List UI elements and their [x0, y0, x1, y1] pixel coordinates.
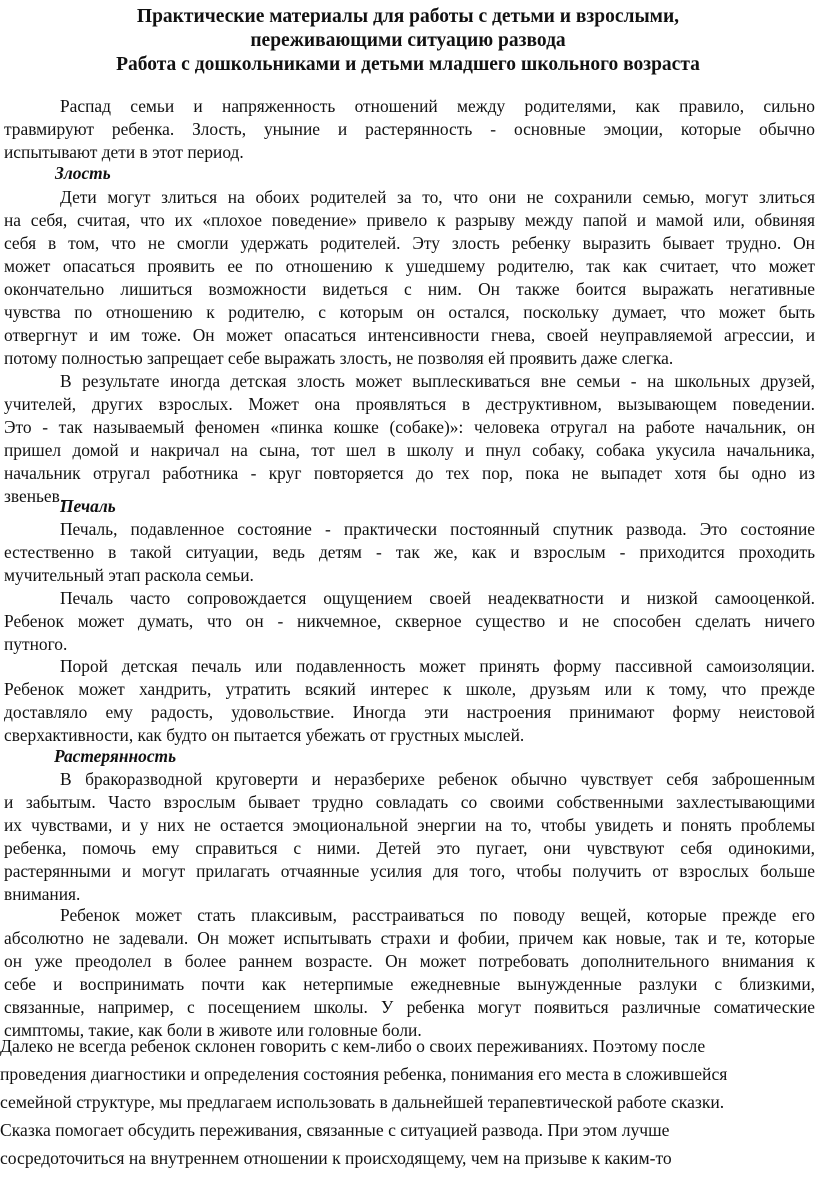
text-line: и забытым. Часто взрослым бывает трудно совладать со своими собственными захлестывающими: [4, 792, 815, 812]
text-line: Печаль, подавленное состояние - практически постоянный спутник развода. Это состояние: [60, 519, 815, 539]
text-line: Ребенок может хандрить, утратить всякий интерес к школе, друзьям или к тому, что прежде: [4, 679, 815, 699]
text-line: Это - так называемый феномен «пинка кошке (собаке)»: человека отругал на работе начальник, он: [4, 417, 815, 437]
text-line: естественно в такой ситуации, ведь детям - так же, как и взрослым - приходится проходить: [4, 542, 815, 562]
text-line: потому полностью запрещает себе выражать злость, не позволяя ей проявить даже слегка.: [4, 348, 674, 368]
text-line: Порой детская печаль или подавленность может принять форму пассивной самоизоляции.: [60, 656, 815, 676]
text-line: симптомы, такие, как боли в животе или головные боли.: [4, 1020, 422, 1040]
text-line: он уже преодолел в более раннем возрасте. Он может потребовать дополнительного внимания к: [4, 951, 815, 971]
text-line: сверхактивности, как будто он пытается убежать от грустных мыслей.: [4, 725, 525, 745]
text-line: внимания.: [4, 884, 81, 904]
text-line: В бракоразводной круговерти и неразберихе ребенок обычно чувствует себя заброшенным: [60, 769, 815, 789]
text-line: пришел домой и накричал на сына, тот шел в школу и пнул собаку, собака укусила начальника,: [4, 440, 815, 460]
text-line: звеньев.: [4, 486, 65, 506]
text-line: путного.: [4, 634, 68, 654]
text-line: чувства по отношению к родителю, с которым он остался, поскольку думает, что может быть: [4, 302, 815, 322]
text-line: отвергнут и им тоже. Он может опасаться интенсивности гнева, своей неуправляемой агрессии, и: [4, 325, 815, 345]
text-line: Сказка помогает обсудить переживания, связанные с ситуацией развода. При этом лучше: [0, 1120, 670, 1140]
document-title-line-1: Практические материалы для работы с детьми и взрослыми,: [136, 6, 680, 27]
text-line: сосредоточиться на внутреннем отношении к происходящему, чем на призыве к каким-то: [0, 1148, 672, 1168]
text-line: может опасаться проявить ее по отношению к ушедшему родителю, так как считает, что может: [4, 256, 815, 276]
text-line: учителей, других взрослых. Может она проявляться в деструктивном, вызывающем поведении.: [4, 394, 815, 414]
text-line: Дети могут злиться на обоих родителей за то, что они не сохранили семью, могут злиться: [60, 187, 815, 207]
text-line: начальник отругал работника - круг повторяется до тех пор, пока не выпадет хотя бы одно из: [4, 463, 815, 483]
document-title-line-2: переживающими ситуацию развода: [250, 30, 566, 51]
text-line: испытывают дети в этот период.: [4, 142, 244, 162]
text-line: Ребенок может стать плаксивым, расстраиваться по поводу вещей, которые прежде его: [60, 905, 815, 925]
text-line: Далеко не всегда ребенок склонен говорить с кем-либо о своих переживаниях. Поэтому после: [0, 1036, 706, 1056]
text-line: семейной структуре, мы предлагаем использовать в дальнейшей терапевтической работе сказки.: [0, 1092, 725, 1112]
section-heading-anger: Злость: [55, 163, 111, 183]
text-line: мучительный этап раскола семьи.: [4, 565, 254, 585]
text-line: В результате иногда детская злость может выплескиваться вне семьи - на школьных друзей,: [60, 371, 815, 391]
text-line: себе и воспринимать почти как нетерпимые ежедневные вынужденные разлуки с близкими,: [4, 974, 815, 994]
text-line: окончательно лишиться возможности видеться с ним. Он также боится выражать негативные: [4, 279, 815, 299]
text-line: проведения диагностики и определения состояния ребенка, понимания его места в сложившейся: [0, 1064, 728, 1084]
text-line: ребенка, помочь ему справиться с ними. Детей это пугает, они чувствуют себя одинокими,: [4, 838, 815, 858]
text-line: их чувствами, и у них не остается эмоциональной энергии на то, чтобы увидеть и понять проблемы: [4, 815, 815, 835]
document-subtitle: Работа с дошкольниками и детьми младшего школьного возраста: [116, 54, 700, 75]
text-line: травмируют ребенка. Злость, уныние и растерянность - основные эмоции, которые обычно: [4, 119, 815, 139]
text-line: Ребенок может думать, что он - никчемное, скверное существо и не способен сделать ничего: [4, 611, 815, 631]
text-line: на себя, считая, что их «плохое поведение» привело к разрыву между папой и мамой или, обвиняя: [4, 210, 815, 230]
text-line: растерянными и могут прилагать отчаянные усилия для того, чтобы получить от взрослых больше: [4, 861, 815, 881]
text-line: себя в том, что не смогли удержать родителей. Эту злость ребенку выразить бывает трудно. Он: [4, 233, 815, 253]
text-line: связанные, например, с посещением школы. У ребенка могут появиться различные соматические: [4, 997, 815, 1017]
text-line: Печаль часто сопровождается ощущением своей неадекватности и низкой самооценкой.: [60, 588, 815, 608]
text-line: Распад семьи и напряженность отношений между родителями, как правило, сильно: [60, 96, 815, 116]
text-line: абсолютно не задевали. Он может испытывать страхи и фобии, причем как новые, так и те, которые: [4, 928, 815, 948]
section-heading-confusion: Растерянность: [54, 746, 177, 766]
section-heading-sadness: Печаль: [60, 496, 116, 516]
text-line: доставляло ему радость, удовольствие. Иногда эти настроения принимают форму неистовой: [4, 702, 815, 722]
